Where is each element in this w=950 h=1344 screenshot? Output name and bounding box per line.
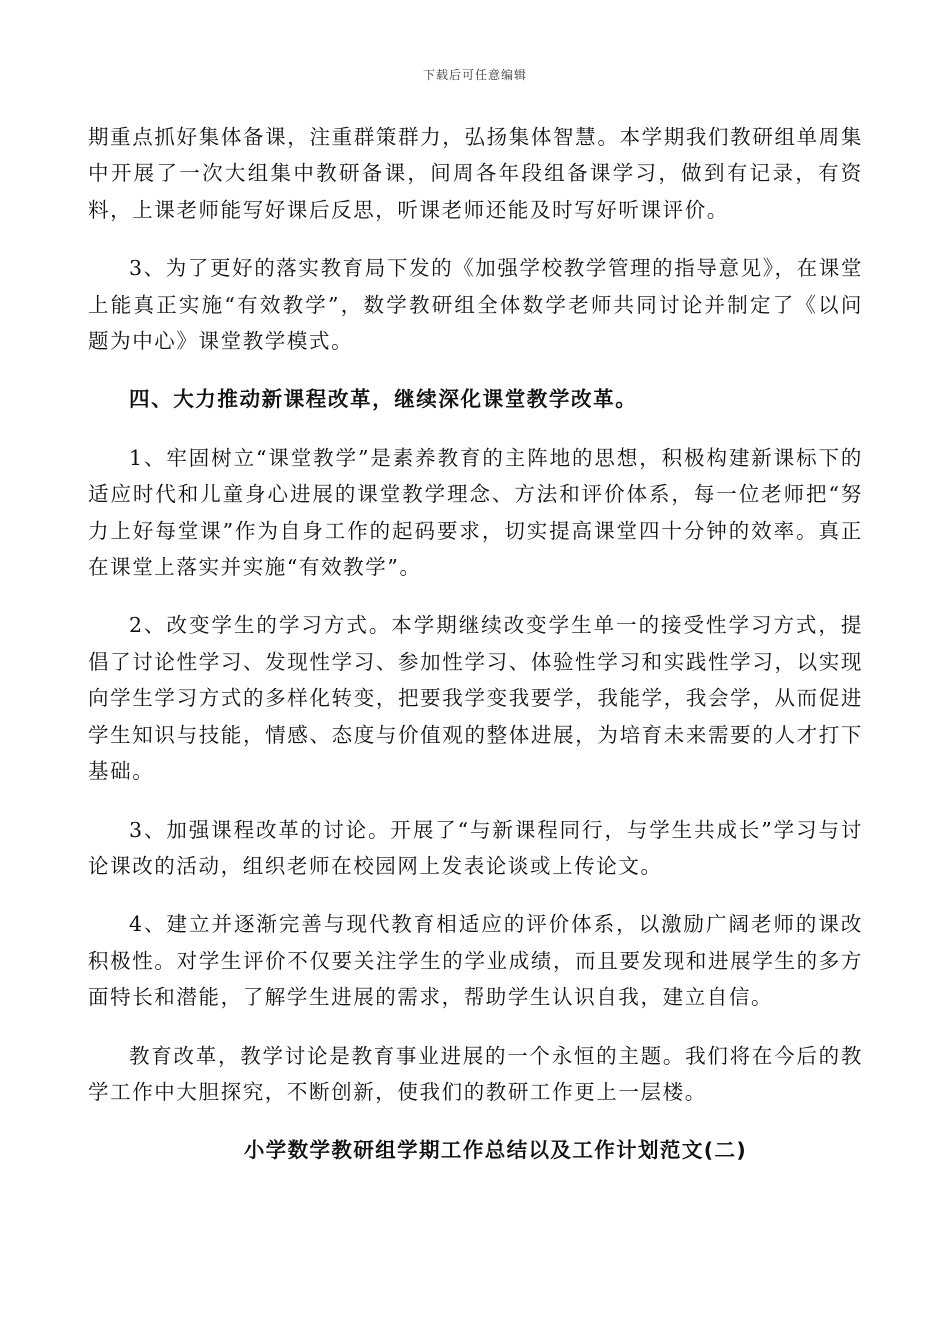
section-heading-4: 四、大力推动新课程改革，继续深化课堂教学改革。 xyxy=(129,387,638,412)
paragraph-item-4-1: 1、牢固树立“课堂教学”是素养教育的主阵地的思想，积极构建新课标下的适应时代和儿童身心进展的课堂教学理念、方法和评价体系，每一位老师把“努力上好每堂课”作为自身工作的起码要求，切实提高课堂四十分钟的效率。真正在课堂上落实并实施“有效教学”。 xyxy=(88,445,863,580)
paragraph-conclusion: 教育改革，教学讨论是教育事业进展的一个永恒的主题。我们将在今后的教学工作中大胆探究，不断创新，使我们的教研工作更上一层楼。 xyxy=(88,1043,863,1104)
download-note: 下载后可任意编辑 xyxy=(422,68,527,82)
paragraph-item-3: 3、为了更好的落实教育局下发的《加强学校教学管理的指导意见》，在课堂上能真正实施“有效教学”，数学教研组全体数学老师共同讨论并制定了《以问题为中心》课堂教学模式。 xyxy=(88,256,863,354)
paragraph-continued: 期重点抓好集体备课，注重群策群力，弘扬集体智慧。本学期我们教研组单周集中开展了一次大组集中教研备课，间周各年段组备课学习，做到有记录，有资料，上课老师能写好课后反思，听课老师还能及时写好听课评价。 xyxy=(88,125,863,222)
document-title-part-two: 小学数学教研组学期工作总结以及工作计划范文(二) xyxy=(243,1138,748,1163)
paragraph-item-4-3: 3、加强课程改革的讨论。开展了“与新课程同行，与学生共成长”学习与讨论课改的活动，组织老师在校园网上发表论谈或上传论文。 xyxy=(88,817,863,878)
paragraph-item-4-4: 4、建立并逐渐完善与现代教育相适应的评价体系，以激励广阔老师的课改积极性。对学生评价不仅要关注学生的学业成绩，而且要发现和进展学生的多方面特长和潜能，了解学生进展的需求，帮助学生认识自我，建立自信。 xyxy=(88,912,863,1010)
paragraph-item-4-2: 2、改变学生的学习方式。本学期继续改变学生单一的接受性学习方式，提倡了讨论性学习、发现性学习、参加性学习、体验性学习和实践性学习，以实现向学生学习方式的多样化转变，把要我学变我要学，我能学，我会学，从而促进学生知识与技能，情感、态度与价值观的整体进展，为培育未来需要的人才打下基础。 xyxy=(88,613,863,784)
document-body xyxy=(88,119,863,1169)
